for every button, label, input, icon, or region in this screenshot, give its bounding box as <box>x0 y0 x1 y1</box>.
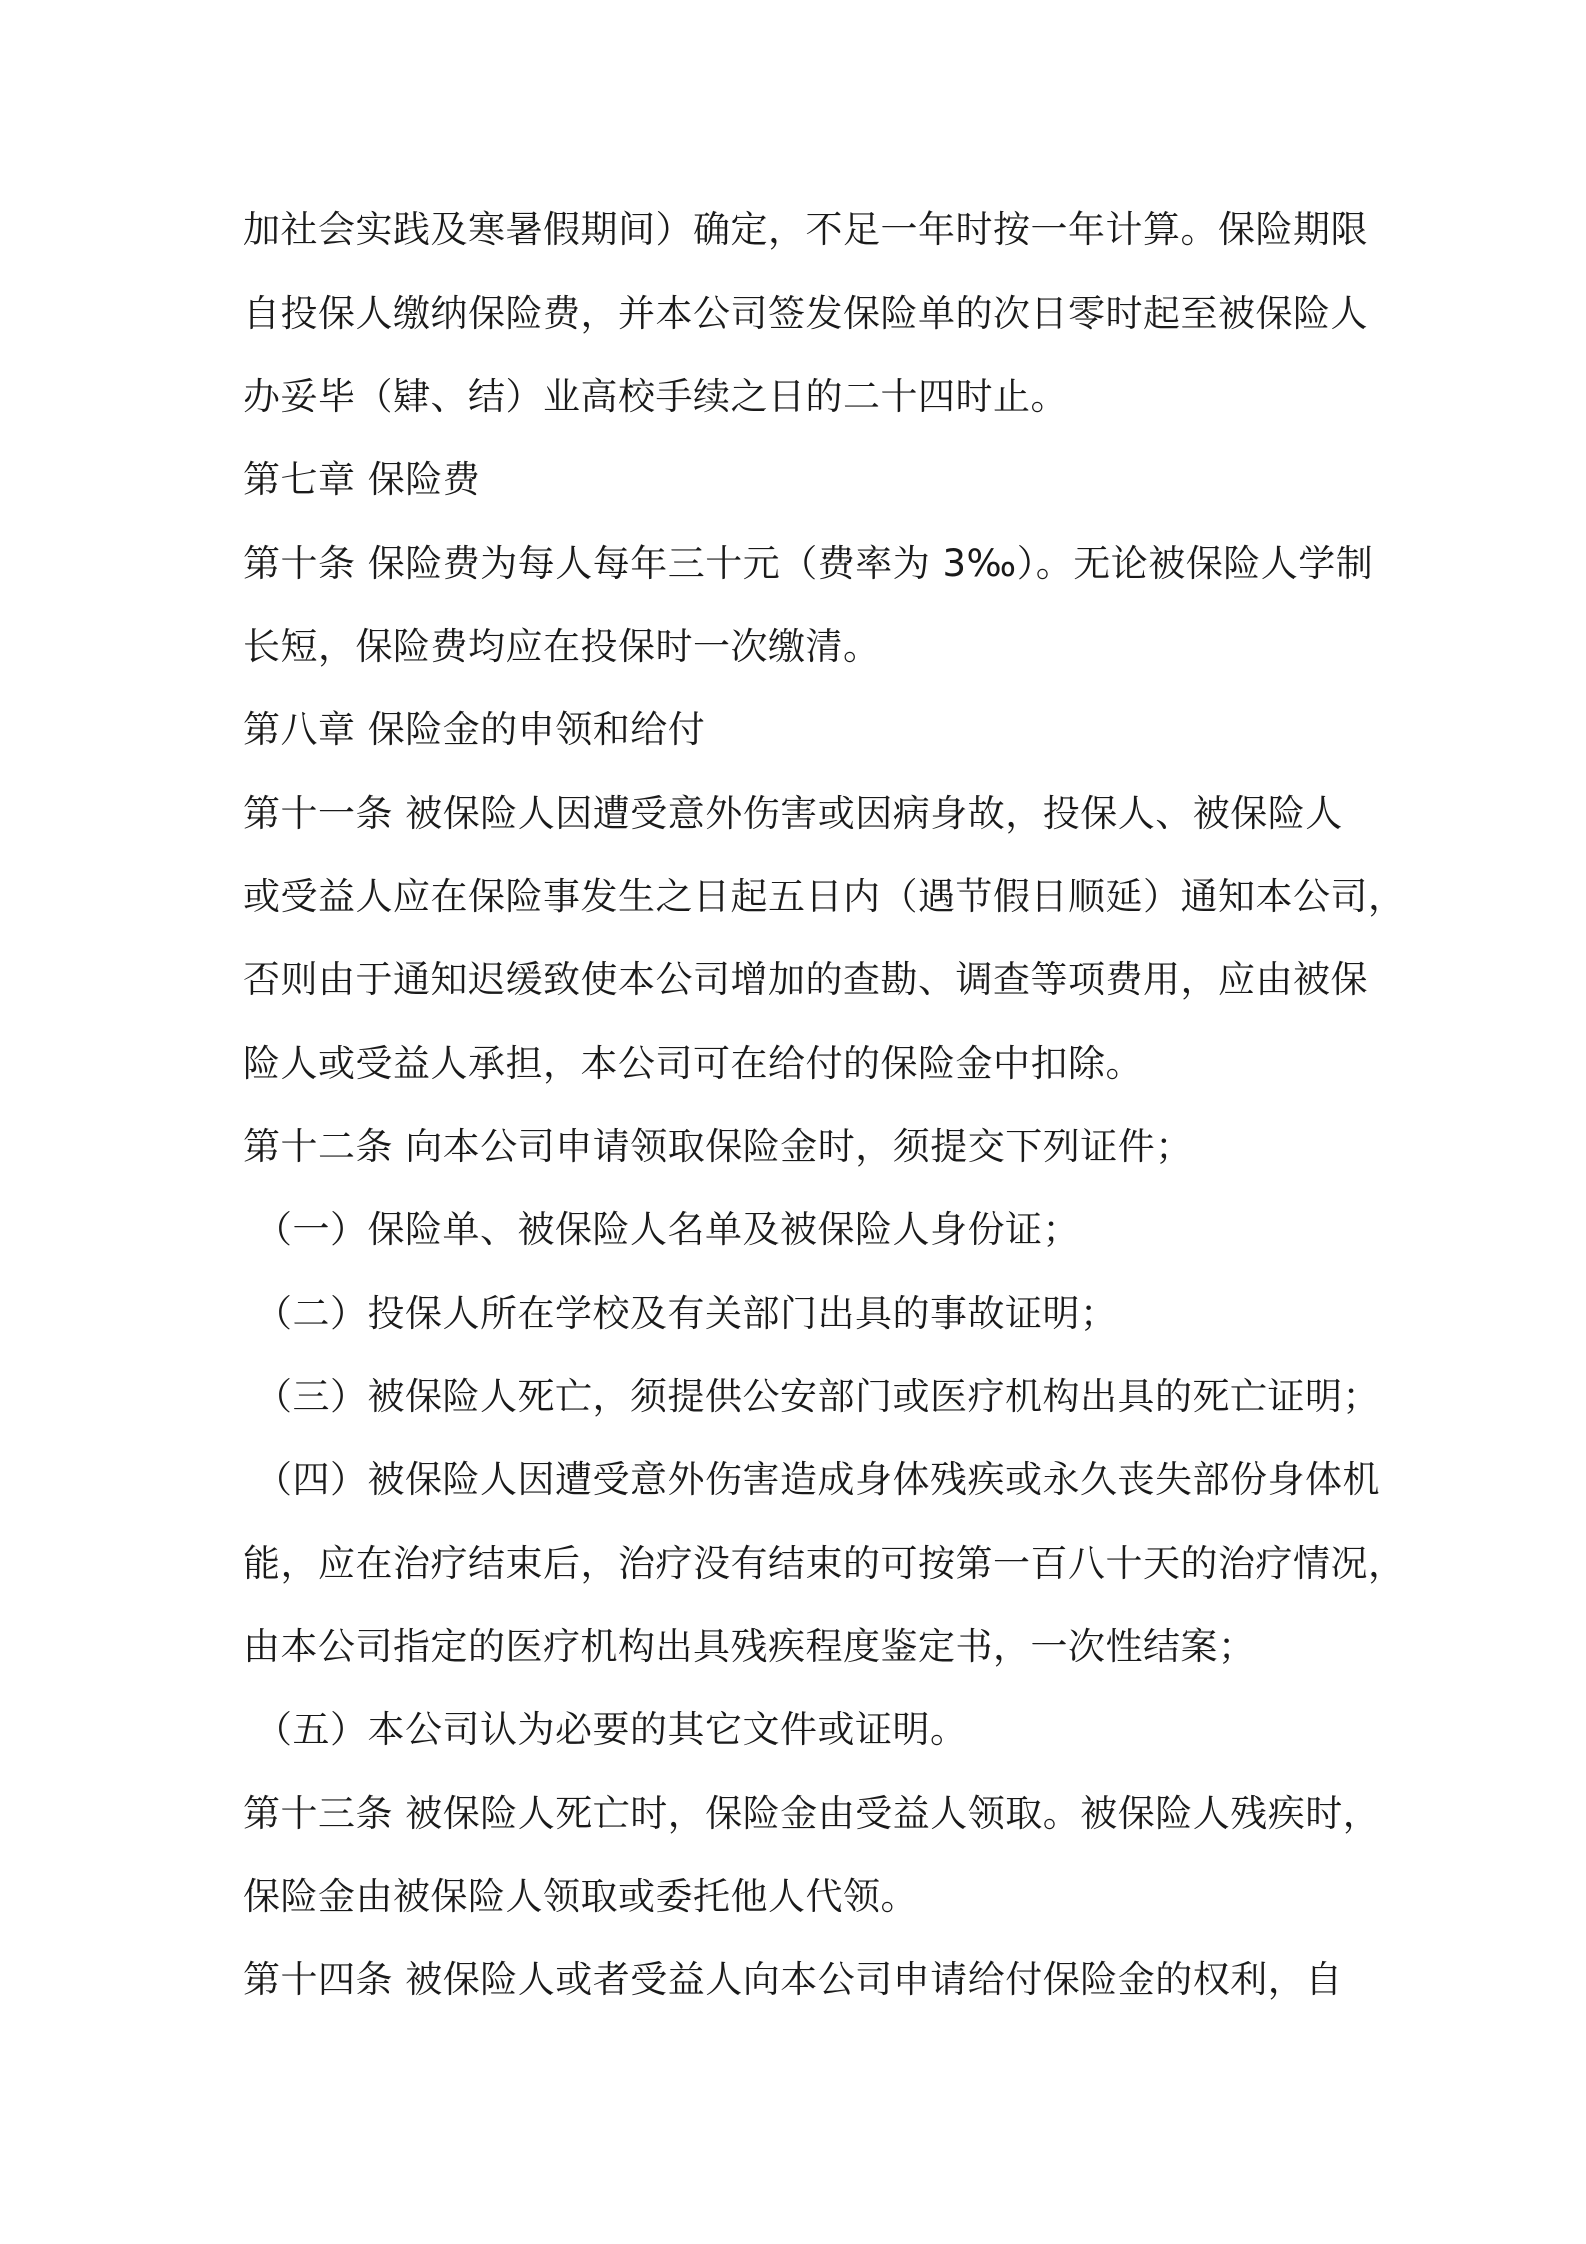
list-item: （三）被保险人死亡，须提供公安部门或医疗机构出具的死亡证明； <box>255 1375 1380 1418</box>
chapter-heading: 第七章 保险费 <box>243 458 481 501</box>
text-line: 由本公司指定的医疗机构出具残疾程度鉴定书，一次性结案； <box>243 1625 1256 1668</box>
text-line: 第十三条 被保险人死亡时，保险金由受益人领取。被保险人残疾时， <box>243 1792 1381 1835</box>
text-line: 第十二条 向本公司申请领取保险金时，须提交下列证件； <box>243 1125 1193 1168</box>
text-line: 能，应在治疗结束后，治疗没有结束的可按第一百八十天的治疗情况， <box>243 1542 1406 1585</box>
list-item: （四）被保险人因遭受意外伤害造成身体残疾或永久丧失部份身体机 <box>255 1458 1380 1501</box>
text-line: 自投保人缴纳保险费，并本公司签发保险单的次日零时起至被保险人 <box>243 292 1368 335</box>
list-item: （二）投保人所在学校及有关部门出具的事故证明； <box>255 1292 1118 1335</box>
text-line: 保险金由被保险人领取或委托他人代领。 <box>243 1875 918 1918</box>
list-item: （五）本公司认为必要的其它文件或证明。 <box>255 1708 968 1751</box>
chapter-heading: 第八章 保险金的申领和给付 <box>243 708 706 751</box>
text-line: 第十一条 被保险人因遭受意外伤害或因病身故，投保人、被保险人 <box>243 792 1343 835</box>
list-item: （一）保险单、被保险人名单及被保险人身份证； <box>255 1208 1080 1251</box>
text-line: 第十条 保险费为每人每年三十元（费率为 3‰）。无论被保险人学制 <box>243 542 1374 585</box>
text-line: 长短，保险费均应在投保时一次缴清。 <box>243 625 881 668</box>
text-line: 办妥毕（肄、结）业高校手续之日的二十四时止。 <box>243 375 1068 418</box>
text-line: 否则由于通知迟缓致使本公司增加的查勘、调查等项费用，应由被保 <box>243 958 1368 1001</box>
text-line: 险人或受益人承担，本公司可在给付的保险金中扣除。 <box>243 1042 1143 1085</box>
text-line: 或受益人应在保险事发生之日起五日内（遇节假日顺延）通知本公司， <box>243 875 1406 918</box>
text-line: 第十四条 被保险人或者受益人向本公司申请给付保险金的权利，自 <box>243 1958 1343 2001</box>
text-line: 加社会实践及寒暑假期间）确定，不足一年时按一年计算。保险期限 <box>243 208 1368 251</box>
